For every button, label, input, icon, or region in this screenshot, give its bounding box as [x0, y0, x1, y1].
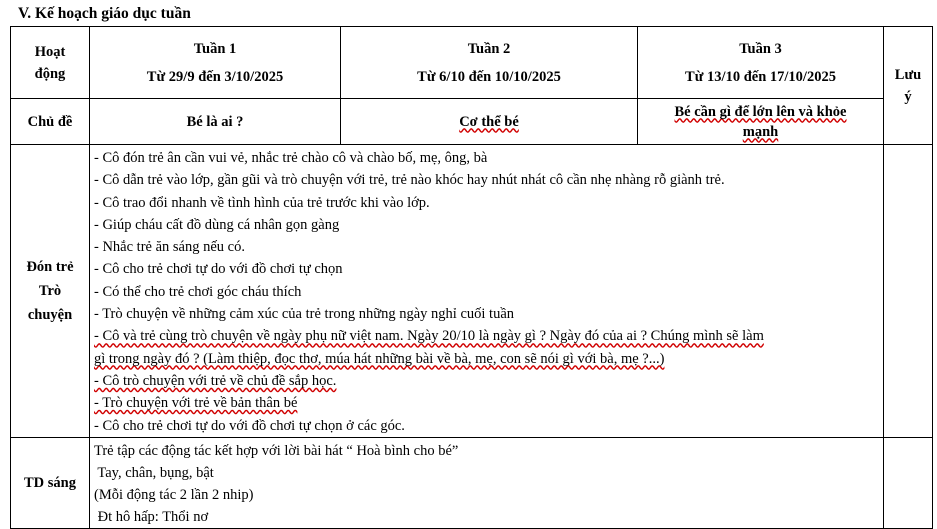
list-item: - Cô cho trẻ chơi tự do với đồ chơi tự chọn: [94, 261, 343, 278]
list-item: - Có thể cho trẻ chơi góc cháu thích: [94, 283, 302, 300]
week-label: Tuần 1: [193, 40, 237, 57]
list-item: (Mỗi động tác 2 lần 2 nhip): [94, 486, 254, 503]
reception-label: Đón trẻ Trò chuyện: [11, 145, 90, 438]
topic-label: Chủ đề: [11, 99, 90, 145]
week-label: Tuần 2: [467, 40, 511, 57]
list-item: Tay, chân, bụng, bật: [94, 464, 214, 481]
reception-row: [11, 145, 933, 438]
section-heading: V. Kế hoạch giáo dục tuần: [18, 5, 191, 22]
list-item: - Cô và trẻ cùng trò chuyện về ngày phụ nữ việt nam. Ngày 20/10 là ngày gì ? Ngày đó của ai ? Chúng mình sẽ làm: [94, 328, 764, 345]
week-1-header: [90, 27, 341, 99]
week-label: Tuần 3: [739, 40, 782, 57]
list-item: Trẻ tập các động tác kết hợp với lời bài hát “ Hoà bình cho bé”: [94, 442, 459, 459]
week-range: Từ 29/9 đến 3/10/2025: [146, 68, 284, 85]
list-item: - Cô cho trẻ chơi tự do với đồ chơi tự chọn ở các góc.: [94, 417, 405, 434]
list-item: - Cô dẫn trẻ vào lớp, gần gũi và trò chuyện với trẻ, trẻ nào khóc hay nhút nhát cô cần nhẹ nhàng rỗ giành trẻ.: [94, 172, 725, 189]
list-item: - Giúp cháu cất đồ dùng cá nhân gọn gàng: [94, 216, 340, 233]
topic-week-3: Bé cần gì để lớn lên và khỏe mạnh: [638, 99, 884, 145]
topic-week-1: Bé là ai ?: [90, 99, 341, 145]
list-item: - Nhắc trẻ ăn sáng nếu có.: [94, 239, 245, 256]
week-range: Từ 6/10 đến 10/10/2025: [417, 68, 561, 85]
list-item: - Cô trao đổi nhanh về tình hình của trẻ trước khi vào lớp.: [94, 194, 430, 211]
list-item: - Trò chuyện về những cảm xúc của trẻ trong những ngày nghỉ cuối tuần: [94, 306, 515, 323]
exercise-content: [90, 437, 884, 528]
topic-week-2: Cơ thể bé: [459, 113, 519, 130]
reception-notes: [884, 145, 933, 438]
week-3-header: [638, 27, 884, 99]
list-item: gì trong ngày đó ? (Làm thiệp, đọc thơ, múa hát những bài về bà, mẹ, con sẽ nói gì với bà, mẹ ?...): [94, 350, 665, 367]
week-range: Từ 13/10 đến 17/10/2025: [685, 68, 836, 85]
list-item: Đt hô hấp: Thổi nơ: [94, 508, 209, 525]
exercise-row: [11, 437, 933, 528]
notes-header: Lưu ý: [884, 27, 933, 145]
exercise-label: TD sáng: [11, 437, 90, 528]
exercise-notes: [884, 437, 933, 528]
week-2-header: [341, 27, 638, 99]
list-item: - Cô trò chuyện với trẻ về chủ đề sắp học.: [94, 372, 337, 389]
list-item: - Trò chuyện với trẻ về bản thân bé: [94, 395, 298, 412]
header-row: [11, 27, 933, 99]
weekly-plan-table: [10, 26, 933, 529]
list-item: - Cô đón trẻ ân cần vui vẻ, nhắc trẻ chào cô và chào bố, mẹ, ông, bà: [94, 150, 488, 166]
activity-header: Hoạt động: [11, 27, 90, 99]
reception-content: [90, 145, 884, 438]
topic-row: [11, 99, 933, 145]
